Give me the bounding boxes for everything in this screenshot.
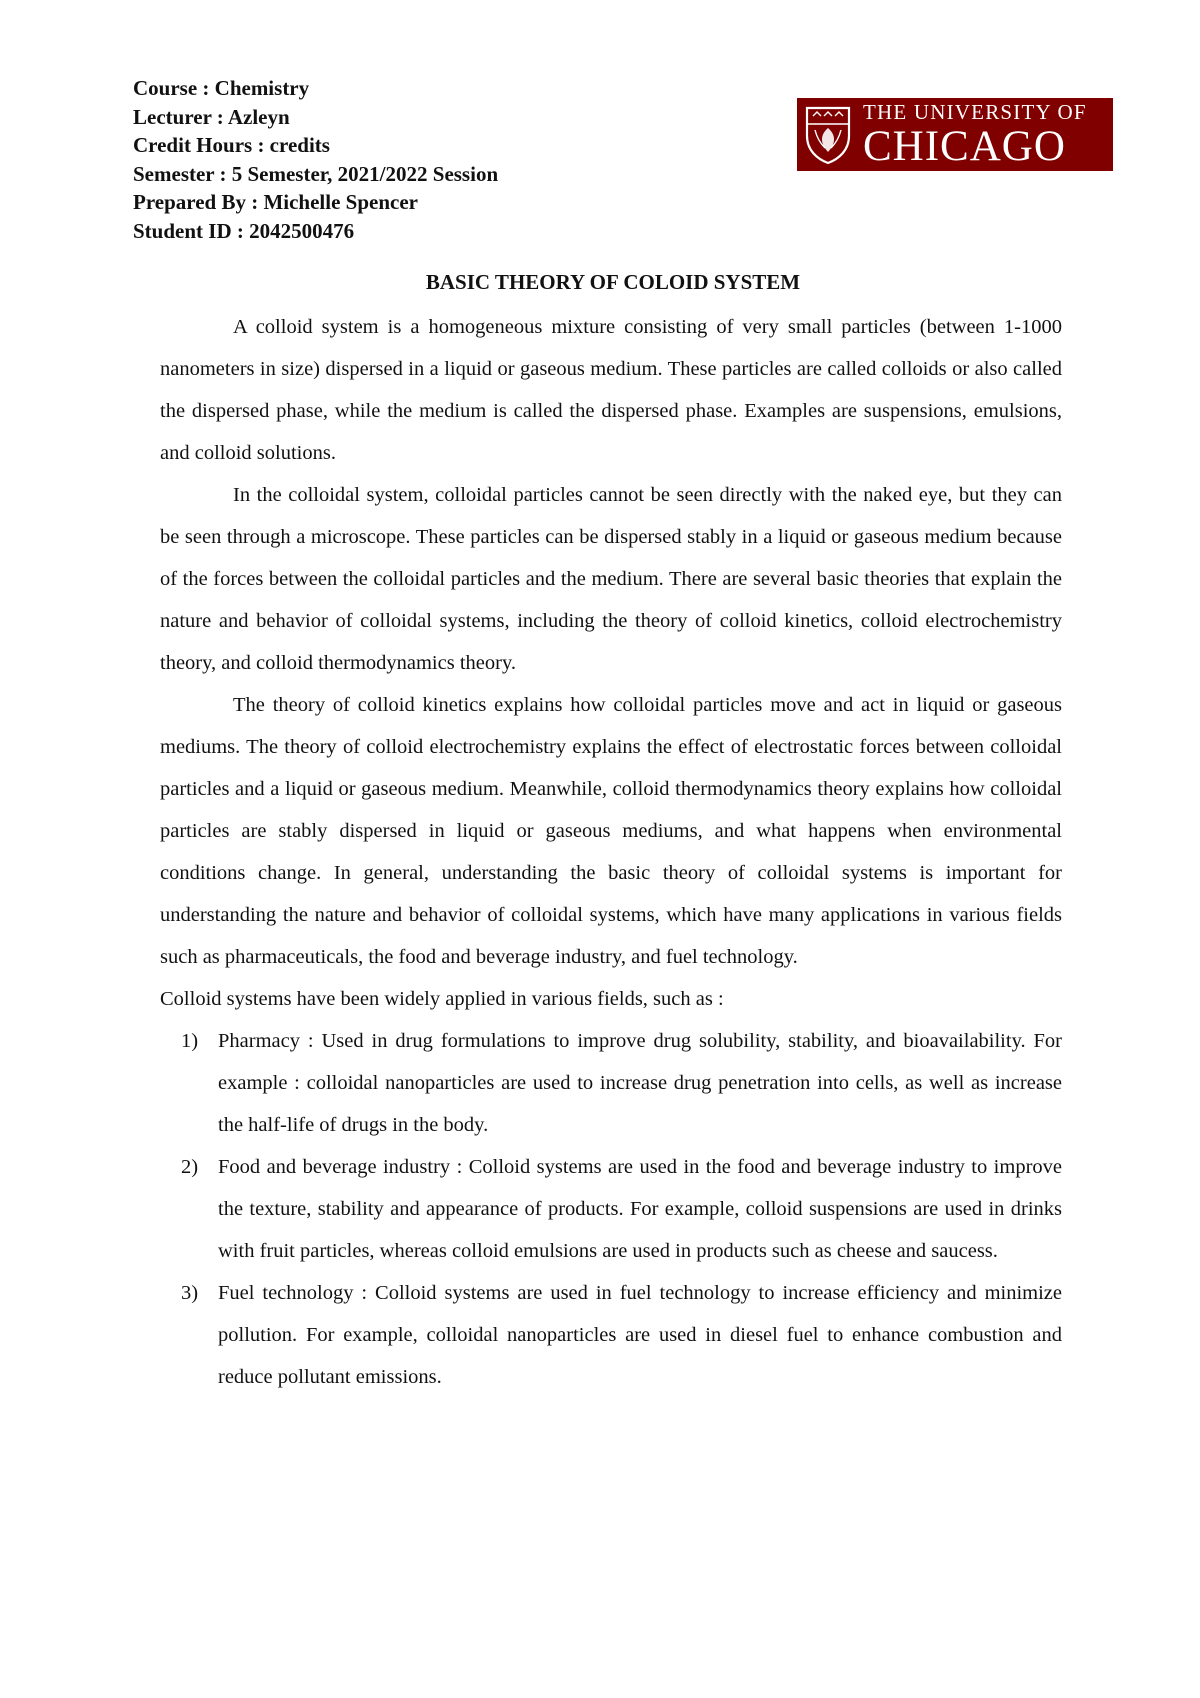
paragraph-2: In the colloidal system, colloidal particles cannot be seen directly with the naked eye, but they can be seen through a microscope. These particles can be dispersed stably in a liquid or gaseous medium because of the forces between the colloidal particles and the medium. There are several basic theories that explain the nature and behavior of colloidal systems, including the theory of colloid kinetics, colloid electrochemistry theory, and colloid thermodynamics theory. (160, 484, 1062, 674)
list-item-text: Fuel technology : Colloid systems are used in fuel technology to increase efficiency and minimize pollution. For example, colloidal nanoparticles are used in diesel fuel to enhance combustion and reduce pollutant emissions. (218, 1282, 1062, 1388)
prepared-by-line: Prepared By : Michelle Spencer (133, 190, 418, 214)
student-id-line: Student ID : 2042500476 (133, 218, 355, 243)
list-item-number: 2) (181, 1156, 199, 1178)
applications-list (160, 1020, 1062, 1398)
paragraph-1: A colloid system is a homogeneous mixture consisting of very small particles (between 1-1000 nanometers in size) dispersed in a liquid or gaseous medium. These particles are called colloids or also called the dispersed phase, while the medium is called the dispersed phase. Examples are suspensions, emulsions, and colloid solutions. (160, 316, 1062, 464)
document-body (160, 306, 1062, 1398)
course-line: Course : Chemistry (133, 76, 310, 100)
university-logo (797, 98, 1113, 171)
document-title: BASIC THEORY OF COLOID SYSTEM (425, 270, 801, 294)
list-item-number: 3) (181, 1282, 199, 1304)
university-logo-text (863, 99, 1087, 170)
university-shield-icon (803, 104, 853, 166)
lecturer-line: Lecturer : Azleyn (133, 104, 290, 129)
list-item (160, 1272, 1062, 1398)
list-item-text: Food and beverage industry : Colloid systems are used in the food and beverage industry to improve the texture, stability and appearance of products. For example, colloid suspensions are used in drinks with fruit particles, whereas colloid emulsions are used in products such as cheese and saucess. (218, 1156, 1062, 1262)
list-item-text: Pharmacy : Used in drug formulations to improve drug solubility, stability, and bioavailability. For example : colloidal nanoparticles are used to increase drug penetration into cells, as well as increase the half-life of drugs in the body. (218, 1030, 1062, 1136)
list-item-number: 1) (181, 1030, 199, 1052)
list-intro: Colloid systems have been widely applied in various fields, such as : (160, 988, 724, 1010)
semester-line: Semester : 5 Semester, 2021/2022 Session (133, 161, 499, 186)
list-item (160, 1020, 1062, 1146)
document-header-info (133, 74, 498, 245)
logo-line-1: THE UNIVERSITY OF (863, 99, 1087, 124)
credit-hours-line: Credit Hours : credits (133, 133, 330, 157)
logo-line-2: CHICAGO (863, 122, 1066, 170)
paragraph-3: The theory of colloid kinetics explains how colloidal particles move and act in liquid or gaseous mediums. The theory of colloid electrochemistry explains the effect of electrostatic forces between colloidal particles and a liquid or gaseous medium. Meanwhile, colloid thermodynamics theory explains how colloidal particles are stably dispersed in liquid or gaseous mediums, and what happens when environmental conditions change. In general, understanding the basic theory of colloidal systems is important for understanding the nature and behavior of colloidal systems, which have many applications in various fields such as pharmaceuticals, the food and beverage industry, and fuel technology. (160, 694, 1062, 968)
list-item (160, 1146, 1062, 1272)
